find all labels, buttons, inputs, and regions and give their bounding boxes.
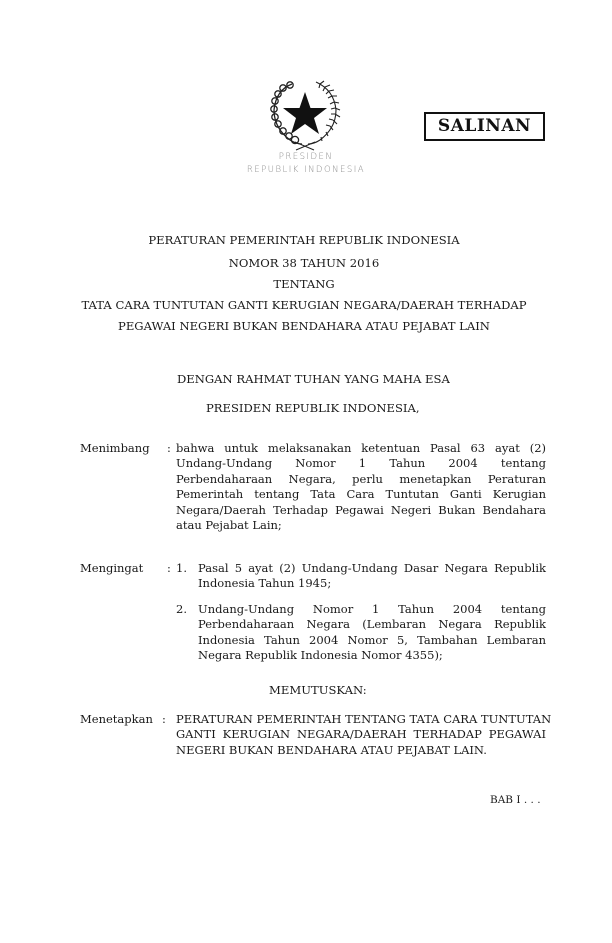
- mengingat-item-number: 1.: [176, 561, 187, 575]
- menimbang-label: Menimbang: [80, 441, 150, 455]
- mengingat-line: Indonesia Tahun 2004 Nomor 5, Tambahan Lembaran: [198, 632, 546, 647]
- office-line-republik: REPUBLIK INDONESIA: [246, 165, 366, 175]
- menetapkan-text: [176, 712, 552, 758]
- mengingat-line: Indonesia Tahun 1945;: [198, 576, 332, 591]
- regulation-tentang: TENTANG: [273, 277, 335, 291]
- regulation-subject-line2: PEGAWAI NEGERI BUKAN BENDAHARA ATAU PEJABAT LAIN: [118, 319, 490, 333]
- regulation-number: NOMOR 38 TAHUN 2016: [228, 256, 380, 270]
- salinan-stamp: SALINAN: [424, 112, 545, 141]
- preamble-rahmat: DENGAN RAHMAT TUHAN YANG MAHA ESA: [177, 372, 450, 386]
- menimbang-line: Negara/Daerah Terhadap Pegawai Negeri Bukan Bendahara: [176, 502, 546, 517]
- menimbang-line: Undang-Undang Nomor 1 Tahun 2004 tentang: [176, 456, 546, 471]
- preamble-presiden: PRESIDEN REPUBLIK INDONESIA,: [206, 401, 420, 415]
- menetapkan-line: GANTI KERUGIAN NEGARA/DAERAH TERHADAP PEGAWAI: [176, 727, 546, 742]
- menetapkan-line: NEGERI BUKAN BENDAHARA ATAU PEJABAT LAIN.: [176, 742, 487, 757]
- menimbang-text: [176, 441, 546, 533]
- menetapkan-label: Menetapkan: [80, 712, 153, 726]
- menimbang-colon: :: [167, 441, 171, 455]
- menimbang-line: Pemerintah tentang Tata Cara Tuntutan Ganti Kerugian: [176, 487, 546, 502]
- garuda-star-emblem-icon: [262, 76, 348, 152]
- mengingat-line: Negara Republik Indonesia Nomor 4355);: [198, 648, 443, 663]
- mengingat-item-2: [198, 602, 546, 664]
- mengingat-label: Mengingat: [80, 561, 144, 575]
- memutuskan-heading: MEMUTUSKAN:: [269, 683, 367, 697]
- next-page-marker: BAB I . . .: [490, 794, 541, 806]
- regulation-title: PERATURAN PEMERINTAH REPUBLIK INDONESIA: [148, 233, 460, 247]
- regulation-subject-line1: TATA CARA TUNTUTAN GANTI KERUGIAN NEGARA/DAERAH TERHADAP: [81, 298, 527, 312]
- office-line-presiden: PRESIDEN: [278, 152, 334, 162]
- menimbang-line: Perbendaharaan Negara, perlu menetapkan Peraturan: [176, 471, 546, 486]
- menimbang-line: bahwa untuk melaksanakan ketentuan Pasal 63 ayat (2): [176, 441, 546, 455]
- mengingat-item-number: 2.: [176, 602, 187, 616]
- mengingat-line: Pasal 5 ayat (2) Undang-Undang Dasar Negara Republik: [198, 561, 546, 575]
- mengingat-item-1: [198, 561, 546, 592]
- menetapkan-colon: :: [162, 712, 166, 726]
- mengingat-line: Undang-Undang Nomor 1 Tahun 2004 tentang: [198, 602, 546, 616]
- menimbang-line: atau Pejabat Lain;: [176, 518, 282, 533]
- mengingat-colon: :: [167, 561, 171, 575]
- menetapkan-line: PERATURAN PEMERINTAH TENTANG TATA CARA TUNTUTAN: [176, 712, 552, 726]
- mengingat-line: Perbendaharaan Negara (Lembaran Negara Republik: [198, 617, 546, 632]
